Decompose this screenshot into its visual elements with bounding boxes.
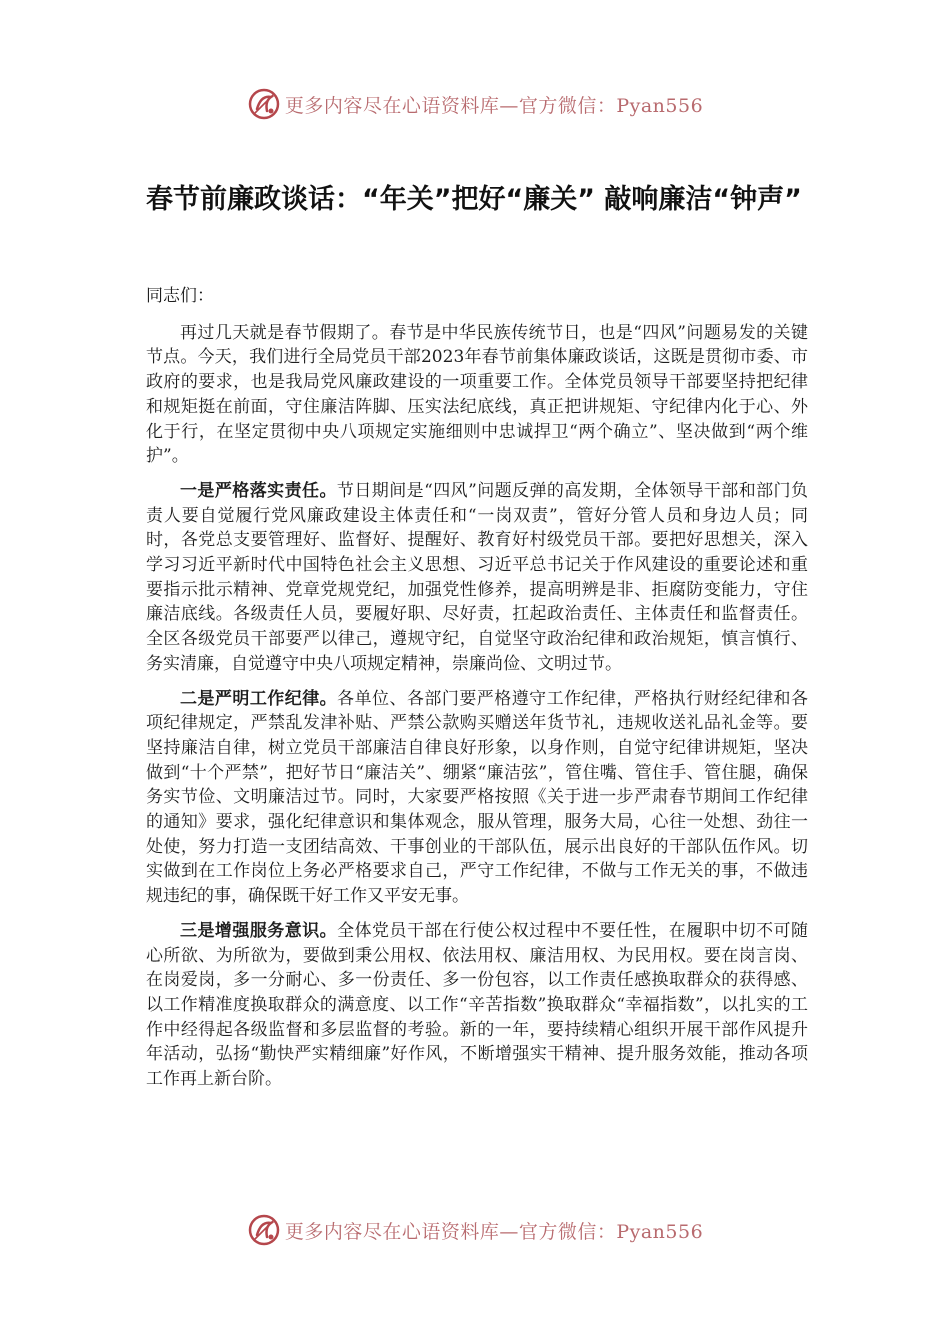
paragraph-lead: 三是增强服务意识。 bbox=[180, 920, 338, 941]
document-title: 春节前廉政谈话：“年关”把好“廉关” 敲响廉洁“钟声” bbox=[146, 184, 802, 215]
paragraph-lead: 二是严明工作纪律。 bbox=[180, 688, 338, 709]
paragraph-responsibility bbox=[146, 479, 808, 677]
paragraph-text: 再过几天就是春节假期了。春节是中华民族传统节日，也是“四风”问题易发的关键节点。今天，我们进行全局党员干部2023年春节前集体廉政谈话，这既是贯彻市委、市政府的要求，也是我局党风廉政建设的一项重要工作。全体党员领导干部要坚持把纪律和规矩挺在前面，守住廉洁阵脚、压实法纪底线，真正把讲规矩、守纪律内化于心、外化于行，在坚定贯彻中央八项规定实施细则中忠诚捍卫“两个确立”、坚决做到“两个维护”。 bbox=[146, 322, 808, 467]
paragraph-intro bbox=[146, 321, 808, 469]
paragraph-text: 各单位、各部门要严格遵守工作纪律，严格执行财经纪律和各项纪律规定，严禁乱发津补贴、严禁公款购买赠送年货节礼，违规收送礼品礼金等。要坚持廉洁自律，树立党员干部廉洁自律良好形象，以身作则，自觉守纪律讲规矩，坚决做到“十个严禁”，把好节日“廉洁关”、绷紧“廉洁弦”，管住嘴、管住手、管住腿，确保务实节俭、文明廉洁过节。同时，大家要严格按照《关于进一步严肃春节期间工作纪律的通知》要求，强化纪律意识和集体观念，服从管理，服务大局，心往一处想、劲往一处使，努力打造一支团结高效、干事创业的干部队伍，展示出良好的干部队伍作风。切实做到在工作岗位上务必严格要求自己，严守工作纪律，不做与工作无关的事，不做违规违纪的事，确保既干好工作又平安无事。 bbox=[146, 688, 809, 907]
footer-watermark-banner bbox=[0, 1210, 950, 1250]
seal-logo-icon bbox=[247, 87, 281, 121]
seal-logo-icon bbox=[247, 1213, 281, 1247]
paragraph-text: 全体党员干部在行使公权过程中不要任性，在履职中切不可随心所欲、为所欲为，要做到秉公用权、依法用权、廉洁用权、为民用权。要在岗言岗、在岗爱岗，多一分耐心、多一份责任、多一份包容，以工作责任感换取群众的获得感、以工作精准度换取群众的满意度、以工作“辛苦指数”换取群众“幸福指数”，以扎实的工作中经得起各级监督和多层监督的考验。新的一年，要持续精心组织开展干部作风提升年活动，弘扬“勤快严实精细廉”好作风，不断增强实干精神、提升服务效能，推动各项工作再上新台阶。 bbox=[146, 920, 809, 1090]
document-body bbox=[146, 284, 808, 1102]
header-watermark-banner bbox=[0, 84, 950, 124]
paragraph-lead: 一是严格落实责任。 bbox=[180, 480, 337, 501]
paragraph-discipline bbox=[146, 687, 808, 909]
salutation: 同志们： bbox=[146, 286, 214, 306]
paragraph-text: 节日期间是“四风”问题反弹的高发期，全体领导干部和部门负责人要自觉履行党风廉政建设主体责任和“一岗双责”，管好分管人员和身边人员；同时，各党总支要管理好、监督好、提醒好、教育好村级党员干部。要把好思想关，深入学习习近平新时代中国特色社会主义思想、习近平总书记关于作风建设的重要论述和重要指示批示精神、党章党规党纪，加强党性修养，提高明辨是非、拒腐防变能力，守住廉洁底线。各级责任人员，要履好职、尽好责，扛起政治责任、主体责任和监督责任。全区各级党员干部要严以律己，遵规守纪，自觉坚守政治纪律和政治规矩，慎言慎行、务实清廉，自觉遵守中央八项规定精神，崇廉尚俭、文明过节。 bbox=[146, 480, 808, 674]
watermark-text: 更多内容尽在心语资料库—官方微信：Pyan556 bbox=[284, 94, 704, 117]
watermark-text: 更多内容尽在心语资料库—官方微信：Pyan556 bbox=[284, 1220, 704, 1243]
paragraph-service bbox=[146, 919, 808, 1092]
